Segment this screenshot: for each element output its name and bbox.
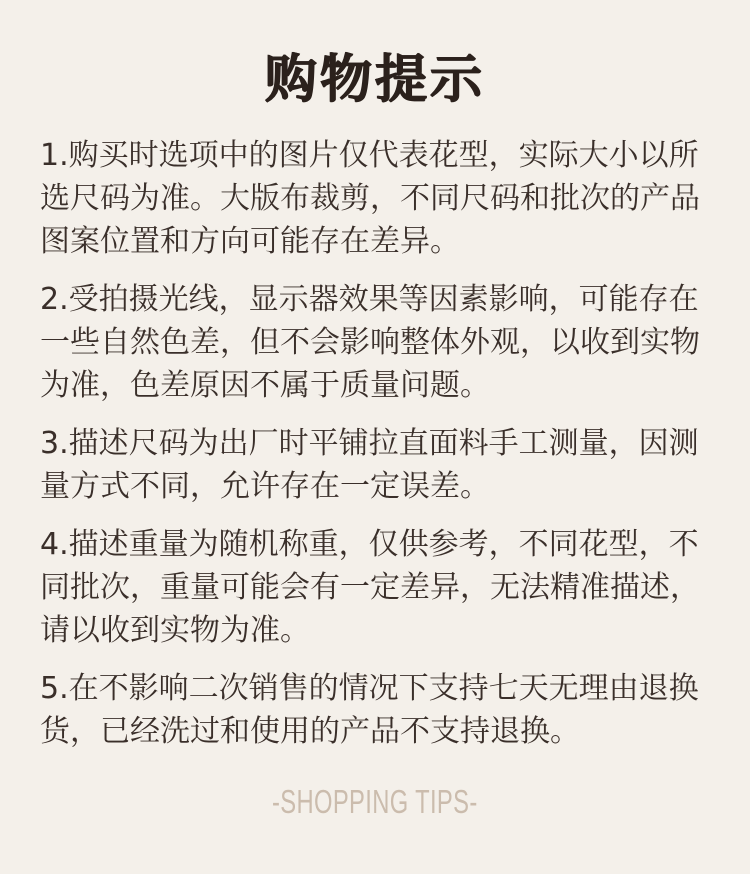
footer-label: -SHOPPING TIPS- — [272, 783, 478, 820]
tip-line: 同批次，重量可能会有一定差异，无法精准描述， — [40, 570, 700, 605]
tip-item-3 — [40, 422, 720, 508]
tip-item-1 — [40, 134, 720, 263]
tip-line: 一些自然色差，但不会影响整体外观，以收到实物 — [40, 325, 700, 360]
tip-item-5 — [40, 667, 720, 753]
tip-line: 3.描述尺码为出厂时平铺拉直面料手工测量，因测 — [40, 426, 699, 461]
tip-line: 2.受拍摄光线，显示器效果等因素影响，可能存在 — [40, 282, 699, 317]
footer — [0, 780, 750, 824]
tip-item-2 — [40, 278, 720, 407]
tip-line: 货，已经洗过和使用的产品不支持退换。 — [40, 714, 580, 749]
tip-line: 图案位置和方向可能存在差异。 — [40, 224, 460, 259]
tip-line: 为准，色差原因不属于质量问题。 — [40, 368, 490, 403]
tips-list — [40, 134, 720, 753]
page-title: 购物提示 — [264, 50, 485, 110]
tip-line: 选尺码为准。大版布裁剪，不同尺码和批次的产品 — [40, 181, 700, 216]
tip-line: 1.购买时选项中的图片仅代表花型，实际大小以所 — [40, 138, 699, 173]
tip-line: 请以收到实物为准。 — [40, 613, 310, 648]
tip-item-4 — [40, 523, 720, 652]
tip-line: 5.在不影响二次销售的情况下支持七天无理由退换 — [40, 671, 699, 706]
tip-line: 4.描述重量为随机称重，仅供参考，不同花型，不 — [40, 527, 699, 562]
tip-line: 量方式不同，允许存在一定误差。 — [40, 469, 490, 504]
